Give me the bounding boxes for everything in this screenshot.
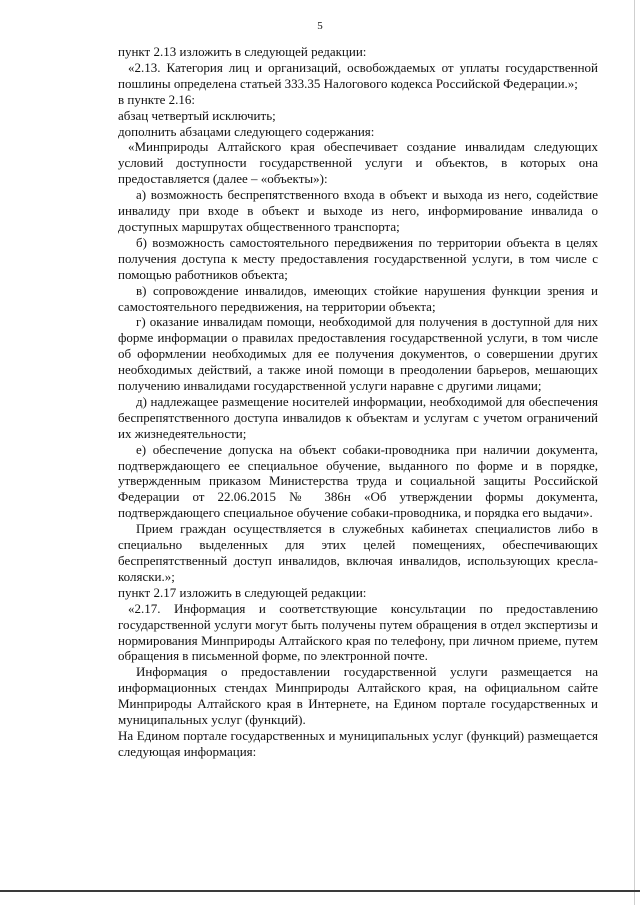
paragraph-2: «2.13. Категория лиц и организаций, освобождаемых от уплаты государственной пошлины определена статьей 333.35 Налогового кодекса Российской Федерации.»; <box>118 59 598 91</box>
paragraph-11: д) надлежащее размещение носителей информации, необходимой для обеспечения беспрепятственного доступа инвалидов к объектам и услугам с учетом ограничений их жизнедеятельности; <box>118 393 598 441</box>
paragraph-16: Информация о предоставлении государственной услуги размещается на информационных стендах Минприроды Алтайского края, на официальном сайте Минприроды Алтайского края в Интернете, на Едином портале государственных и муниципальных услуг (функций). <box>118 664 598 728</box>
paragraph-7: а) возможность беспрепятственного входа в объект и выхода из него, содействие инвалиду при входе в объект и выходе из него, информирование инвалида о доступных маршрутах общественного транспорта; <box>118 187 598 234</box>
scan-bottom-line <box>0 890 640 892</box>
paragraph-14: пункт 2.17 изложить в следующей редакции: <box>118 584 367 600</box>
paragraph-5: дополнить абзацами следующего содержания: <box>118 123 375 139</box>
paragraph-3: в пункте 2.16: <box>118 91 196 107</box>
paragraph-8: б) возможность самостоятельного передвижения по территории объекта в целях получения доступа к месту предоставления государственной услуги, в том числе с помощью работников объекта; <box>118 234 598 282</box>
paragraph-12: е) обеспечение допуска на объект собаки-проводника при наличии документа, подтверждающего ее специальное обучение, выданного по форме и в порядке, утвержденным приказом Министерства труда и социальной защиты Российской Федерации от 22.06.2015 № 386н «Об утверждении формы документа, подтверждающего специальное обучение собаки-проводника, и порядка его выдачи». <box>118 441 598 521</box>
paragraph-13: Прием граждан осуществляется в служебных кабинетах специалистов либо в специально выделенных для этих целей помещениях, обеспечивающих беспрепятственный доступ инвалидов, включая инвалидов, использующих кресла-коляски.»; <box>118 521 598 584</box>
paragraph-9: в) сопровождение инвалидов, имеющих стойкие нарушения функции зрения и самостоятельного передвижения, на территории объекта; <box>118 282 598 314</box>
paragraph-17: На Едином портале государственных и муниципальных услуг (функций) размещается следующая информация: <box>118 727 598 759</box>
paragraph-4: абзац четвертый исключить; <box>118 107 276 123</box>
page-number: 5 <box>317 20 323 32</box>
document-body <box>118 44 598 760</box>
paragraph-6: «Минприроды Алтайского края обеспечивает создание инвалидам следующих условий доступности государственной услуги и объектов, в которых она предоставляется (далее – «объекты»): <box>118 139 598 187</box>
paragraph-10: г) оказание инвалидам помощи, необходимой для получения в доступной для них форме информации о правилах предоставления государственной услуги, в том числе об оформлении необходимых для ее получения документов, о совершении других необходимых действий, а также иной помощи в преодолении барьеров, мешающих получению инвалидами государственной услуги наравне с другими лицами; <box>118 314 598 394</box>
paragraph-15: «2.17. Информация и соответствующие консультации по предоставлению государственной услуги могут быть получены путем обращения в отдел экспертизы и нормирования Минприроды Алтайского края по телефону, при личном приеме, путем обращения в письменной форме, по электронной почте. <box>118 600 598 664</box>
scan-edge-line <box>634 0 635 905</box>
paragraph-1: пункт 2.13 изложить в следующей редакции: <box>118 44 367 59</box>
